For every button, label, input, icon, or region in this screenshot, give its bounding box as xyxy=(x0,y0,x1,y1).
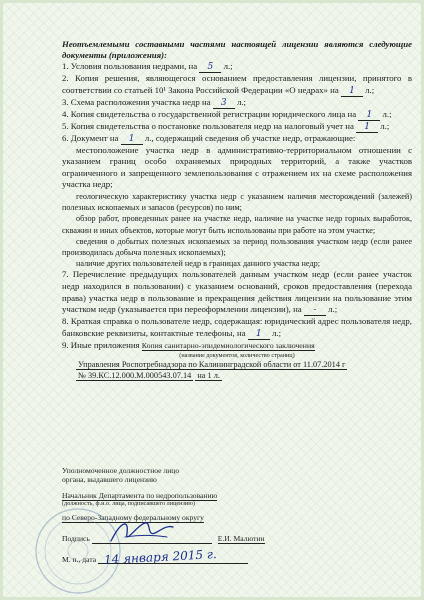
item-5-unit: л.; xyxy=(380,120,390,131)
item-4-text: 4. Копия свидетельства о государственной регистрации юридического лица на xyxy=(62,108,357,119)
footer-authority: органа, выдавшего лицензию xyxy=(62,475,157,485)
date-label: М. п., дата xyxy=(62,555,97,564)
item-6-extraction: сведения о добытых полезных ископаемых за период пользования участком недр (если ранее производилась добыча полезных ископаемых); xyxy=(62,236,412,257)
item-6-location: местоположение участка недр в административно-территориальном отношении с указанием границ особо охраняемых природных территорий, а также участков ограниченного и запрещенного землепользования с отражением их на схеме расположения участка недр; xyxy=(62,144,412,190)
footer-district-text: по Северо-Западному федеральному округу xyxy=(62,513,204,523)
footer-position xyxy=(62,491,362,500)
item-6 xyxy=(62,133,412,145)
item-9 xyxy=(62,340,412,352)
item-7-pages: - xyxy=(304,306,326,316)
item-3 xyxy=(62,97,412,109)
date-line xyxy=(98,547,248,567)
item-5-text: 5. Копия свидетельства о постановке пользователя недр на налоговый учет на xyxy=(62,120,354,131)
item-8 xyxy=(62,316,412,340)
item-8-pages: 1 xyxy=(248,330,270,340)
item-2 xyxy=(62,73,412,97)
footer-official: Уполномоченное должностное лицо xyxy=(62,466,180,475)
item-1-text: 1. Условия пользования недрами, на xyxy=(62,61,198,71)
item-5-pages: 1 xyxy=(356,123,378,133)
handwritten-date: 14 января 2015 г. xyxy=(103,547,218,567)
item-2-pages: 1 xyxy=(341,87,363,97)
item-7-text: 7. Перечисление предыдущих пользователей данным участком недр (если ранее участок недр находился в пользовании) с указанием оснований, сроков предоставления (перехода права) участка недр в пользование и прекращения действия лицензии на пользование этим участком недр (указывается при переоформлении лицензии), на xyxy=(62,269,412,315)
item-9-text: 9. Иные приложения xyxy=(62,339,140,350)
item-3-pages: 3 xyxy=(213,99,235,109)
item-4 xyxy=(62,109,412,121)
item-1-pages: 5 xyxy=(199,63,221,73)
item-5 xyxy=(62,121,412,133)
item-6-text-after: л., содержащий сведения об участке недр, отражающие: xyxy=(144,132,356,143)
item-9-number: № 39.КС.12.000.М.000543.07.14 xyxy=(78,371,192,381)
item-2-text: 2. Копия решения, являющегося основанием предоставления лицензии, принятого в соответствии со статьей 10¹ Закона Российской Федерации «О недрах» на xyxy=(62,73,412,95)
item-3-text: 3. Схема расположения участка недр на xyxy=(62,96,211,107)
item-8-unit: л.; xyxy=(271,327,282,338)
item-1 xyxy=(62,61,412,73)
footer-position-text: Начальник Департамента по недропользованию xyxy=(62,490,218,500)
footer-position-note: (должность, ф.и.о. лица, подписавшего лицензию) xyxy=(62,500,195,508)
item-9-authority: Управления Роспотребнадзора по Калининградской области от 11.07.2014 г xyxy=(78,360,346,370)
item-3-unit: л.; xyxy=(236,96,247,107)
item-6-geology: геологическую характеристику участка недр с указанием наличия месторождений (залежей) полезных ископаемых и запасов (ресурсов) по ним; xyxy=(62,191,412,213)
item-4-unit: л.; xyxy=(382,108,392,119)
appendix-content xyxy=(62,39,412,381)
item-4-pages: 1 xyxy=(358,111,380,121)
item-9-value: Копия санитарно-эпидемиологического заключения xyxy=(141,340,315,350)
item-9-number-pages: на 1 л. xyxy=(197,371,220,381)
item-9-line-2 xyxy=(76,359,412,370)
item-9-note: (название документов, количество страниц) xyxy=(179,352,295,360)
item-1-unit: л.; xyxy=(223,61,233,71)
signature-label: Подпись xyxy=(62,534,90,543)
item-7 xyxy=(62,269,412,316)
signature-row xyxy=(62,534,362,544)
signatory-name: Е.И. Малютин xyxy=(217,534,265,543)
signature-line xyxy=(92,543,212,544)
item-6-other-users: наличие других пользователей недр в границах данного участка недр; xyxy=(76,259,320,269)
appendix-heading: Неотъемлемыми составными частями настоящей лицензии являются следующие документы (приложения): xyxy=(62,39,412,60)
item-6-text: 6. Документ на xyxy=(62,132,119,143)
item-2-unit: л.; xyxy=(365,84,375,95)
item-6-previous-works: обзор работ, проведенных ранее на участке недр, наличие на участке недр горных выработок, скважин и иных объектов, которые могут быть использованы при работе на этом участке; xyxy=(62,214,412,235)
item-7-unit: л.; xyxy=(328,304,338,315)
item-8-text: 8. Краткая справка о пользователе недр, содержащая: юридический адрес пользователя недр, банковские реквизиты, контактные телефоны, на xyxy=(62,316,412,338)
date-row xyxy=(62,547,362,567)
item-6-pages: 1 xyxy=(121,135,143,145)
item-9-line-3 xyxy=(76,370,412,381)
